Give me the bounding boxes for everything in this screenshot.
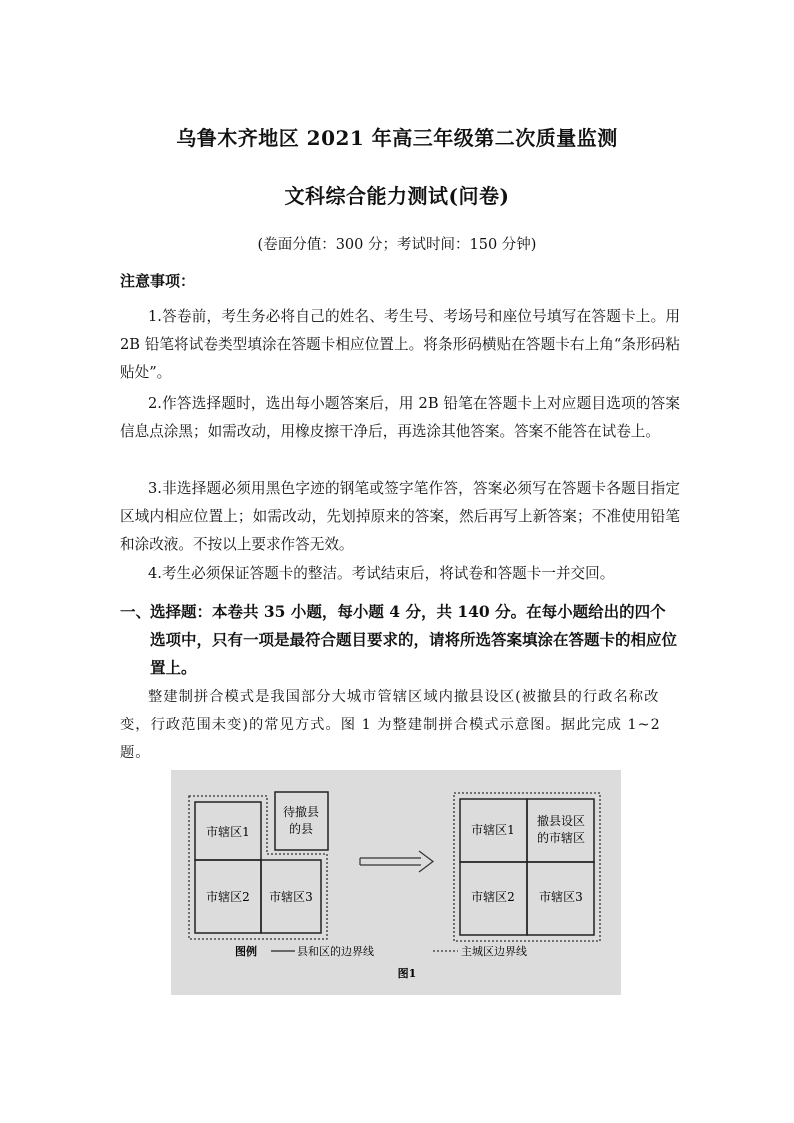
notice-item-4: 4.考生必须保证答题卡的整洁。考试结束后，将试卷和答题卡一并交回。 (148, 565, 615, 582)
figure-1 (171, 770, 621, 995)
legend-label: 图例 (235, 945, 257, 958)
figure-1-diagram (171, 770, 621, 995)
left-cell-1: 市辖区1 (206, 825, 250, 839)
right-cell-4: 市辖区3 (539, 890, 583, 904)
figure-caption: 图1 (397, 967, 417, 980)
notice-item-1: 1.答卷前，考生务必将自己的姓名、考生号、考场号和座位号填写在答题卡上。用 2B 铅笔将试卷类型填涂在答题卡相应位置上。将条形码横贴在答题卡右上角“条形码粘贴处”。 (120, 308, 680, 381)
left-county-line2: 的县 (288, 822, 314, 836)
section-1-number: 一、 (120, 602, 152, 621)
score-time-info: (卷面分值：300 分；考试时间：150 分钟) (257, 237, 537, 253)
exam-title: 乌鲁木齐地区 2021 年高三年级第二次质量监测 (176, 126, 618, 150)
left-cell-3: 市辖区3 (269, 890, 313, 904)
left-cell-2: 市辖区2 (206, 890, 250, 904)
right-cell-2-line1: 撤县设区 (536, 814, 586, 828)
legend-solid-text: 县和区的边界线 (297, 945, 374, 958)
section-1-text: 选择题：本卷共 35 小题，每小题 4 分，共 140 分。在每小题给出的四个选项中，只有一项是最符合题目要求的，请将所选答案填涂在答题卡的相应位置上。 (150, 602, 678, 677)
transition-arrow (360, 851, 433, 872)
notice-item-3: 3.非选择题必须用黑色字迹的钢笔或签字笔作答，答案必须写在答题卡各题目指定区域内相应位置上；如需改动，先划掉原来的答案，然后再写上新答案；不准使用铅笔和涂改液。不按以上要求作答无效。 (120, 480, 680, 553)
notice-item-2: 2.作答选择题时，选出每小题答案后，用 2B 铅笔在答题卡上对应题目选项的答案信息点涂黑；如需改动，用橡皮擦干净后，再选涂其他答案。答案不能答在试卷上。 (120, 395, 680, 440)
legend-dotted-text: 主城区边界线 (461, 945, 527, 958)
right-cell-1: 市辖区1 (471, 823, 515, 837)
question-intro: 整建制拼合模式是我国部分大城市管辖区域内撤县设区(被撤县的行政名称改变，行政范围未变)的常见方式。图 1 为整建制拼合模式示意图。据此完成 1~2 题。 (120, 689, 661, 761)
exam-subtitle: 文科综合能力测试(问卷) (284, 184, 510, 208)
right-cell-2-line2: 的市辖区 (536, 831, 586, 845)
right-cell-3: 市辖区2 (471, 890, 515, 904)
notice-heading: 注意事项： (120, 272, 196, 290)
left-county-box (275, 792, 328, 850)
section-1-heading (120, 598, 680, 682)
left-county-line1: 待撤县 (282, 805, 320, 819)
